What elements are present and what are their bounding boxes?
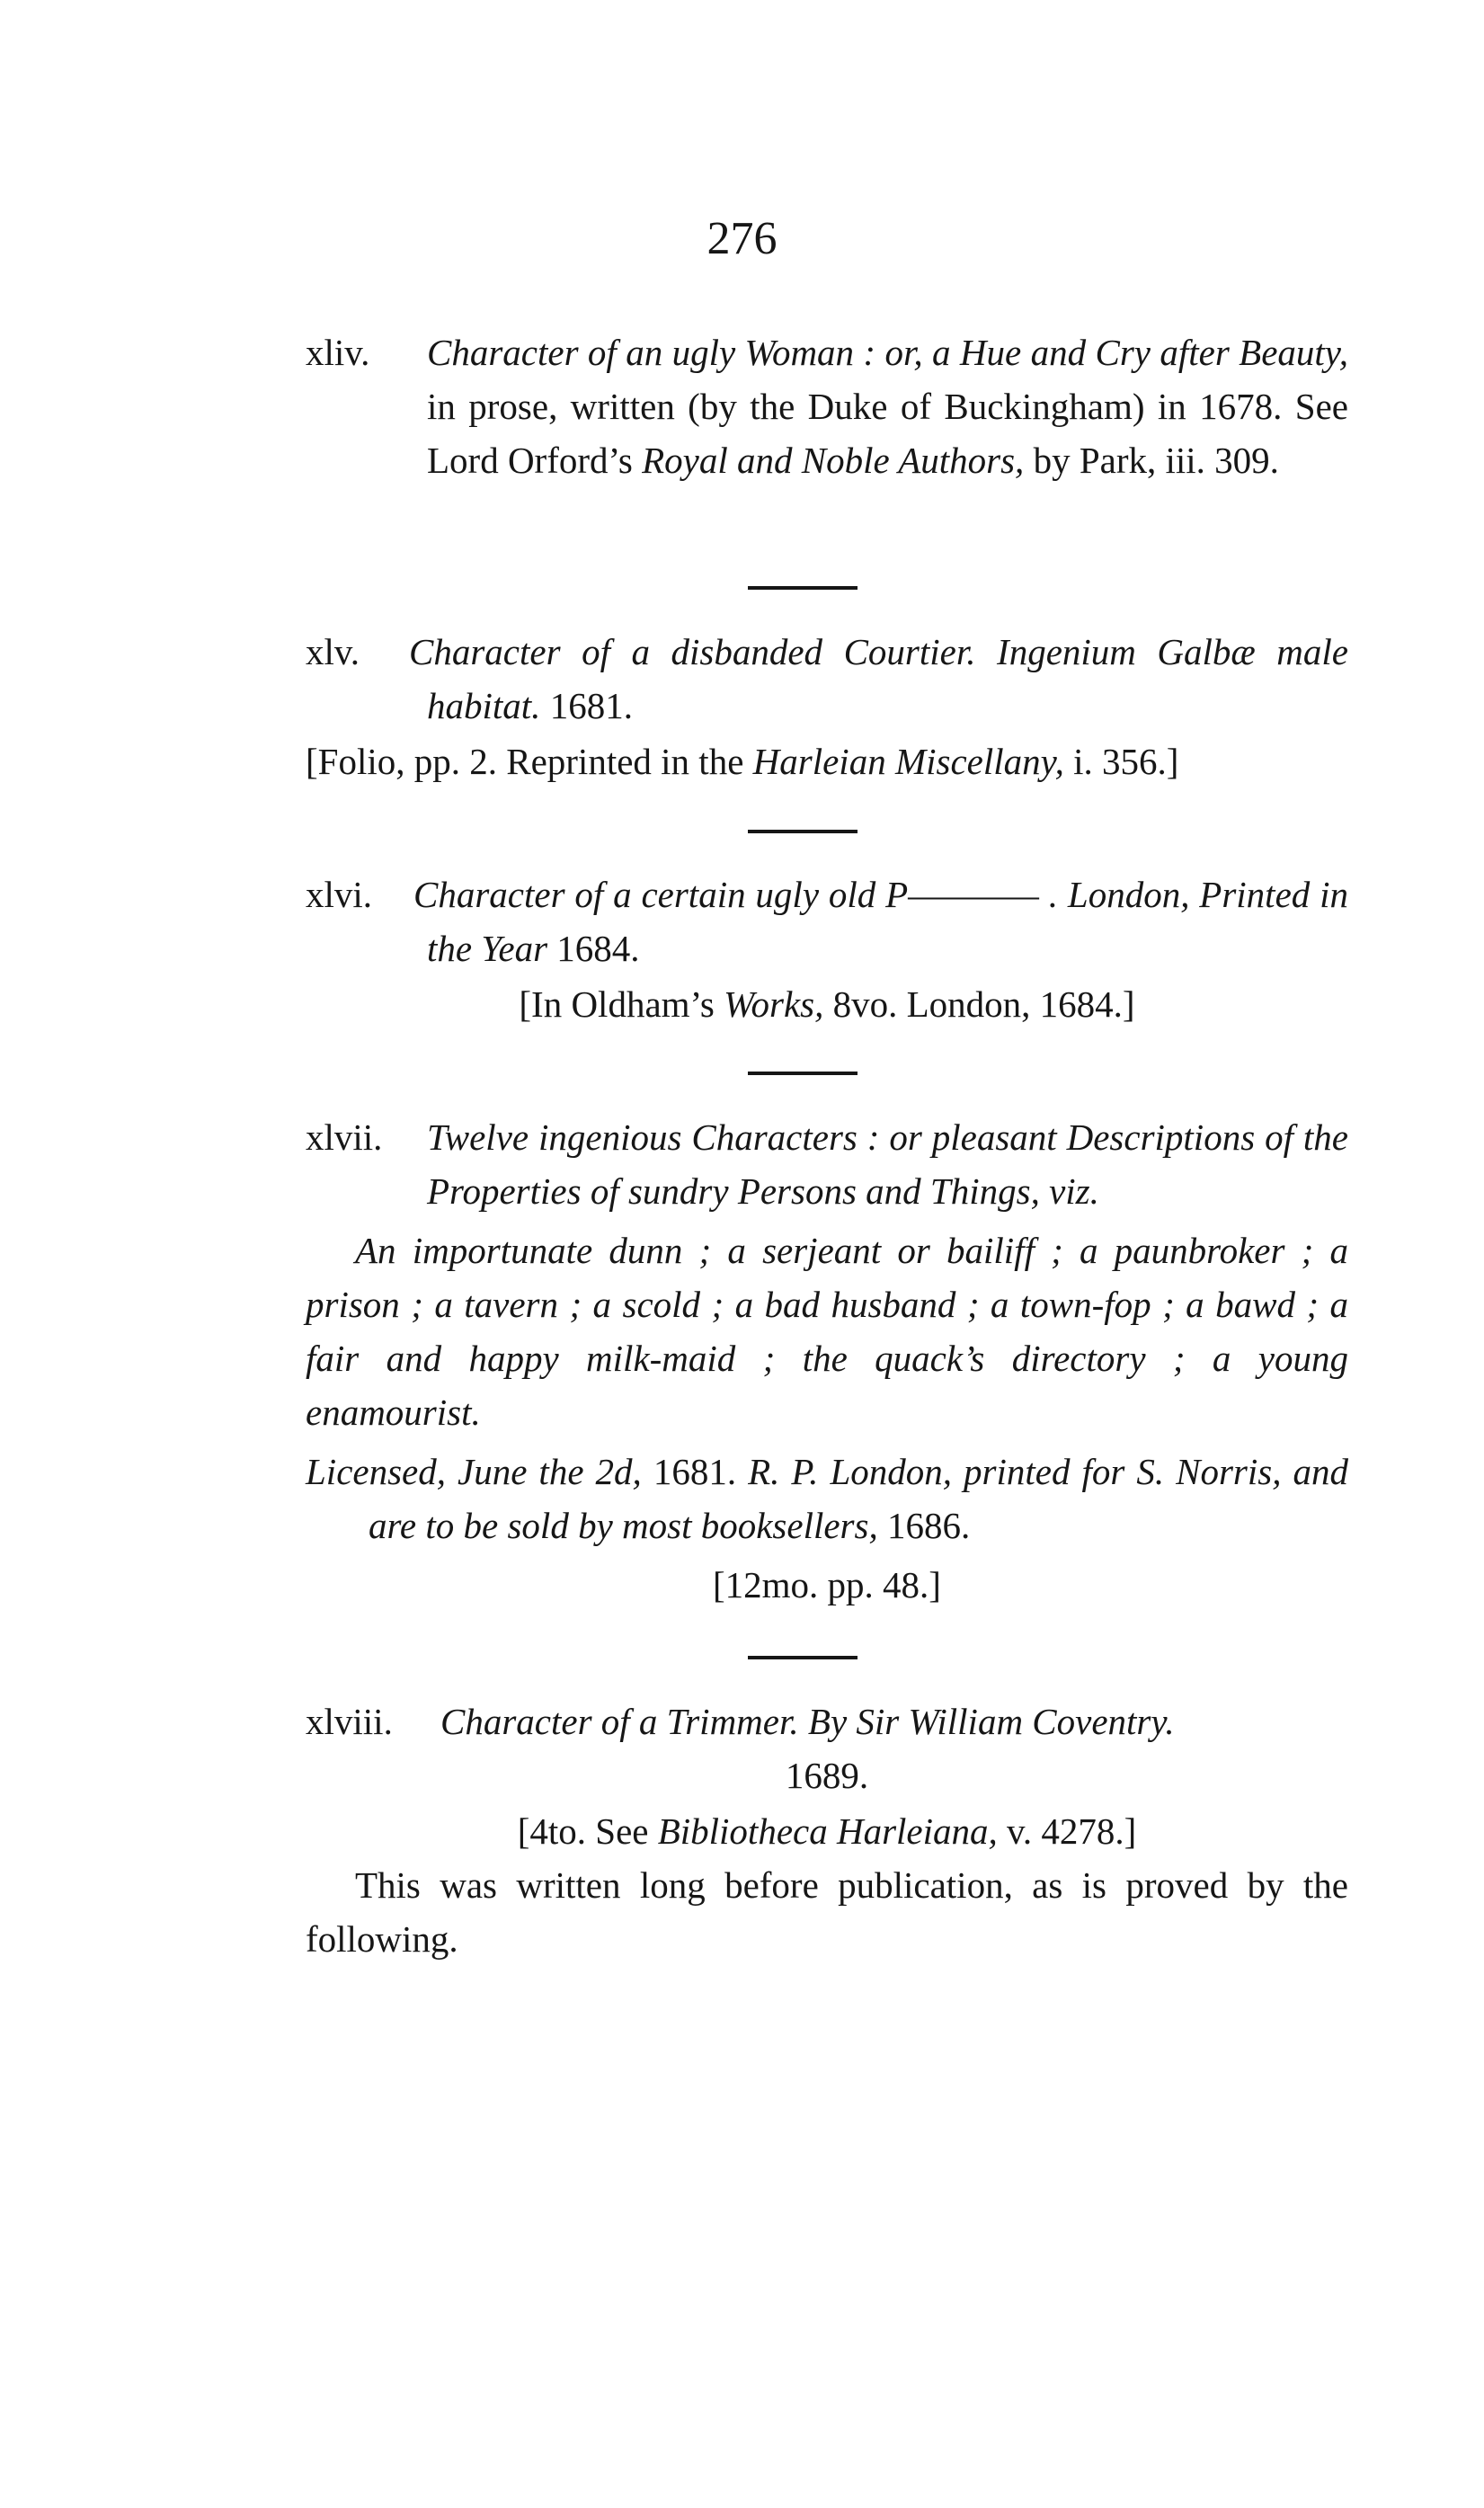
entry-xlvii-body [306, 1110, 1348, 1218]
section-divider [748, 586, 858, 590]
entry-xlv [306, 625, 1348, 788]
entry-numeral: xlviii. [306, 1701, 393, 1742]
closing-paragraph: This was written long before publication, as is proved by the following. [306, 1864, 1348, 1960]
entry-note-work: Harleian Miscellany, [752, 741, 1064, 782]
entry-xliv [306, 325, 1348, 487]
entry-numeral: xlvii. [306, 1116, 383, 1158]
entry-numeral: xlvi. [306, 874, 373, 915]
entry-numeral: xliv. [306, 332, 370, 373]
entry-list: An importunate dunn ; a serjeant or bailiff ; a paunbroker ; a prison ; a tavern ; a scold ; a bad husband ; a town-fop ; a bawd ; a fair and happy milk-maid ; the quack’s directory ; a young enamourist. [306, 1230, 1348, 1433]
section-divider [748, 1072, 858, 1075]
entry-title: Twelve ingenious Characters : or pleasant Descriptions of the Properties of sundry Persons and Things, viz. [427, 1116, 1348, 1212]
entry-xlvii [306, 1110, 1348, 1612]
entry-note-work: Bibliotheca Harleiana, [657, 1810, 998, 1852]
entry-xlv-body [306, 625, 1348, 733]
entry-title: Character of an ugly Woman : or, a Hue and Cry after Beauty, [427, 332, 1348, 373]
entry-text: by Park, iii. 309. [1024, 440, 1279, 481]
entry-work: Royal and Noble Authors, [642, 440, 1025, 481]
entry-note: [Folio, pp. 2. Reprinted in the Harleian Miscellany, i. 356.] [306, 741, 1179, 782]
entry-xlvi-body [306, 867, 1348, 975]
entry-title: Character of a certain ugly old P———— . London, Printed in the Year [413, 874, 1348, 969]
entry-text: in prose, written (by the Duke of Buckingham) in 1678. See Lord Orford’s [427, 386, 1348, 481]
entry-xliv-body [306, 325, 1348, 487]
entry-note: [In Oldham’s Works, 8vo. London, 1684.] [519, 983, 1135, 1025]
entry-note: [4to. See Bibliotheca Harleiana, v. 4278.] [517, 1810, 1137, 1852]
entry-xlvi [306, 867, 1348, 1031]
section-divider [748, 830, 858, 833]
page-number: 276 [706, 213, 778, 264]
entry-year: 1689. [785, 1755, 869, 1796]
entry-numeral: xlv. [306, 631, 360, 672]
entry-title: Character of a disbanded Courtier. Ingenium Galbæ male habitat. [409, 631, 1348, 726]
entry-license: Licensed, June the 2d, 1681. R. P. London, printed for S. Norris, and are to be sold by most booksellers, 1686. [306, 1451, 1348, 1546]
section-divider [748, 1656, 858, 1659]
entry-xlviii [306, 1694, 1348, 1966]
entry-note-work: Works, [724, 983, 824, 1025]
entry-xlviii-heading [306, 1694, 1348, 1748]
entry-year: 1684. [547, 928, 640, 969]
entry-year: 1681. [540, 685, 633, 726]
entry-title: Character of a Trimmer. By Sir William Coventry. [440, 1701, 1175, 1742]
entry-note: [12mo. pp. 48.] [713, 1564, 941, 1605]
